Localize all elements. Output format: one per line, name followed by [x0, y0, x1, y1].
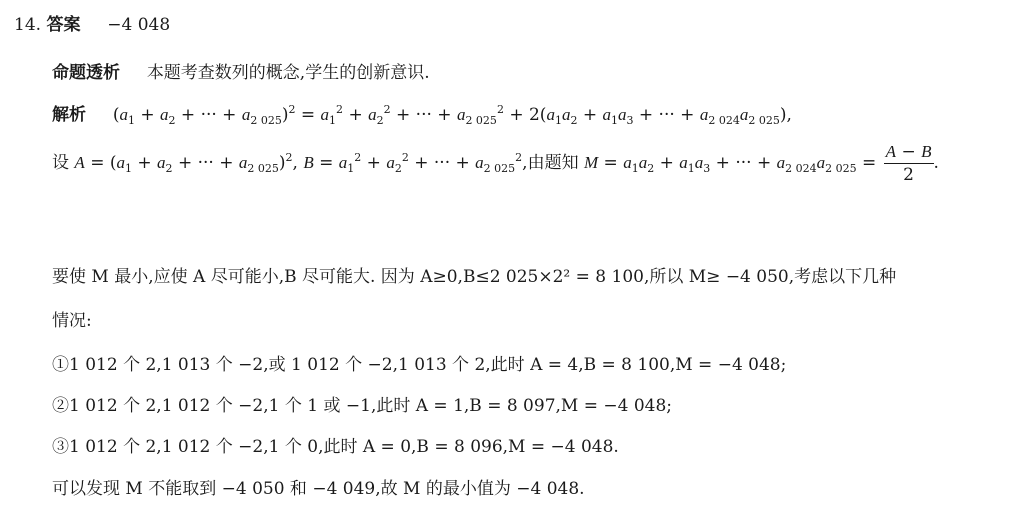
intent-line — [52, 58, 430, 83]
analysis-line — [52, 100, 792, 127]
para-line-1: 要使 M 最小,应使 A 尽可能小,B 尽可能大. 因为 A≥0,B≤2 025×2² = 8 100,所以 M≥ −4 050,考虑以下几种 — [52, 267, 897, 287]
question-number: 14. — [14, 15, 42, 35]
answer-value: −4 048 — [107, 15, 171, 35]
para-line-2: 情况: — [52, 311, 92, 331]
conclusion: 可以发现 M 不能取到 −4 050 和 −4 049,故 M 的最小值为 −4 048. — [52, 479, 585, 499]
answer-header — [14, 10, 170, 35]
analysis-label: 解析 — [52, 105, 86, 125]
definition-formula: 设 $A = (a_1 + a_2$ + ··· + $a_{2 025})^2$, $B = a_1^2 + a_2^2$ + ··· + $a_{2 025}^2$,由题知 $M = a_1a_2 + a_1a_3$ + ··· + $a_{2 024}a_{2 025}$ = $\frac{A - B}{2}$ . — [52, 142, 939, 185]
case-item-2: ②1 012 个 2,1 012 个 −2,1 个 1 或 −1,此时 A = 1,B = 8 097,M = −4 048; — [52, 396, 673, 416]
fraction: $\frac{A - B}{2}$ — [885, 142, 932, 185]
intent-label: 命题透析 — [52, 63, 120, 83]
answer-label: 答案 — [46, 15, 81, 35]
case-item-1: ①1 012 个 2,1 013 个 −2,或 1 012 个 −2,1 013 个 2,此时 A = 4,B = 8 100,M = −4 048; — [52, 355, 787, 375]
definition-line — [52, 141, 939, 186]
intent-text: 本题考查数列的概念,学生的创新意识. — [146, 63, 430, 83]
expansion-formula: ($a_1 + a_2$ + ··· + $a_{2 025})^2 = a_1^2 + a_2^2$ + ··· + $a_{2 025}^2 + 2(a_1a_2 + a_1a_3$ + ··· + $a_{2 024}a_{2 025}$), — [112, 103, 792, 127]
case-item-3: ③1 012 个 2,1 012 个 −2,1 个 0,此时 A = 0,B = 8 096,M = −4 048. — [52, 437, 619, 457]
